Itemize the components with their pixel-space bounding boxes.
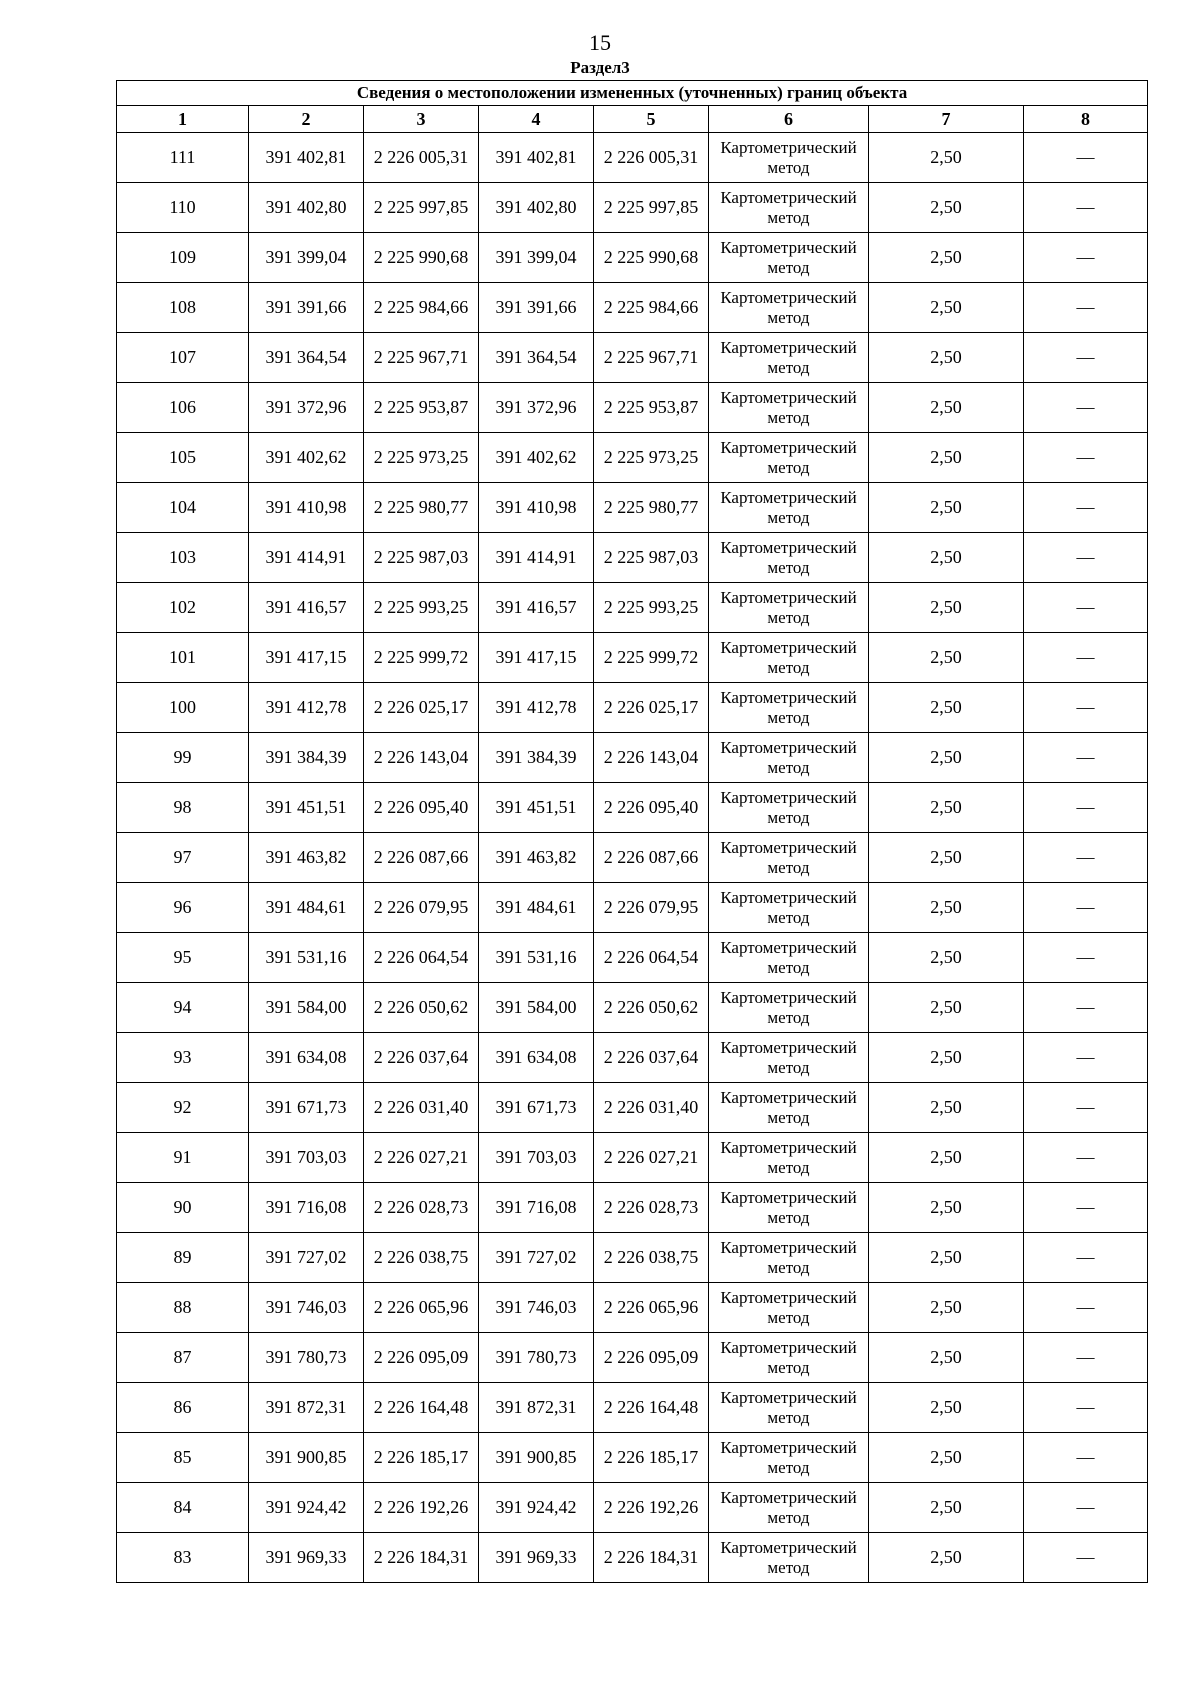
method-cell: Картометрический метод — [709, 1233, 869, 1283]
method-cell: Картометрический метод — [709, 1133, 869, 1183]
accuracy-cell: 2,50 — [869, 233, 1024, 283]
table-row — [117, 1533, 1148, 1583]
y-old-cell: 2 226 164,48 — [364, 1383, 479, 1433]
y-old-cell: 2 226 005,31 — [364, 133, 479, 183]
method-cell: Картометрический метод — [709, 783, 869, 833]
note-cell: — — [1024, 283, 1148, 333]
point-number-cell: 111 — [117, 133, 249, 183]
x-old-cell: 391 900,85 — [249, 1433, 364, 1483]
table-row — [117, 1333, 1148, 1383]
x-old-cell: 391 746,03 — [249, 1283, 364, 1333]
x-new-cell: 391 372,96 — [479, 383, 594, 433]
y-new-cell: 2 226 065,96 — [594, 1283, 709, 1333]
accuracy-cell: 2,50 — [869, 983, 1024, 1033]
point-number-cell: 99 — [117, 733, 249, 783]
note-cell: — — [1024, 1383, 1148, 1433]
x-old-cell: 391 384,39 — [249, 733, 364, 783]
column-header: 3 — [364, 106, 479, 133]
note-cell: — — [1024, 133, 1148, 183]
y-old-cell: 2 226 031,40 — [364, 1083, 479, 1133]
point-number-cell: 93 — [117, 1033, 249, 1083]
x-new-cell: 391 410,98 — [479, 483, 594, 533]
y-new-cell: 2 226 185,17 — [594, 1433, 709, 1483]
point-number-cell: 110 — [117, 183, 249, 233]
accuracy-cell: 2,50 — [869, 1383, 1024, 1433]
note-cell: — — [1024, 633, 1148, 683]
y-new-cell: 2 226 095,09 — [594, 1333, 709, 1383]
y-old-cell: 2 225 997,85 — [364, 183, 479, 233]
note-cell: — — [1024, 233, 1148, 283]
boundary-coordinates-table — [116, 80, 1148, 1583]
y-old-cell: 2 226 027,21 — [364, 1133, 479, 1183]
x-old-cell: 391 872,31 — [249, 1383, 364, 1433]
table-row — [117, 1383, 1148, 1433]
table-row — [117, 733, 1148, 783]
note-cell: — — [1024, 583, 1148, 633]
point-number-cell: 96 — [117, 883, 249, 933]
table-row — [117, 983, 1148, 1033]
x-new-cell: 391 399,04 — [479, 233, 594, 283]
point-number-cell: 104 — [117, 483, 249, 533]
table-caption: Сведения о местоположении измененных (уточненных) границ объекта — [117, 81, 1148, 106]
table-row — [117, 783, 1148, 833]
y-old-cell: 2 226 184,31 — [364, 1533, 479, 1583]
x-old-cell: 391 716,08 — [249, 1183, 364, 1233]
y-old-cell: 2 226 185,17 — [364, 1433, 479, 1483]
point-number-cell: 101 — [117, 633, 249, 683]
table-row — [117, 233, 1148, 283]
y-new-cell: 2 226 184,31 — [594, 1533, 709, 1583]
point-number-cell: 106 — [117, 383, 249, 433]
accuracy-cell: 2,50 — [869, 1433, 1024, 1483]
table-caption-row — [117, 81, 1148, 106]
x-new-cell: 391 402,62 — [479, 433, 594, 483]
note-cell: — — [1024, 1283, 1148, 1333]
method-cell: Картометрический метод — [709, 1433, 869, 1483]
point-number-cell: 107 — [117, 333, 249, 383]
y-old-cell: 2 226 192,26 — [364, 1483, 479, 1533]
y-old-cell: 2 225 987,03 — [364, 533, 479, 583]
y-new-cell: 2 226 079,95 — [594, 883, 709, 933]
note-cell: — — [1024, 883, 1148, 933]
y-new-cell: 2 226 027,21 — [594, 1133, 709, 1183]
note-cell: — — [1024, 1183, 1148, 1233]
accuracy-cell: 2,50 — [869, 333, 1024, 383]
note-cell: — — [1024, 383, 1148, 433]
y-old-cell: 2 225 999,72 — [364, 633, 479, 683]
x-old-cell: 391 399,04 — [249, 233, 364, 283]
point-number-cell: 95 — [117, 933, 249, 983]
method-cell: Картометрический метод — [709, 733, 869, 783]
x-new-cell: 391 969,33 — [479, 1533, 594, 1583]
note-cell: — — [1024, 983, 1148, 1033]
y-old-cell: 2 226 025,17 — [364, 683, 479, 733]
method-cell: Картометрический метод — [709, 1483, 869, 1533]
accuracy-cell: 2,50 — [869, 533, 1024, 583]
note-cell: — — [1024, 833, 1148, 883]
method-cell: Картометрический метод — [709, 433, 869, 483]
table-row — [117, 583, 1148, 633]
x-new-cell: 391 414,91 — [479, 533, 594, 583]
accuracy-cell: 2,50 — [869, 133, 1024, 183]
method-cell: Картометрический метод — [709, 483, 869, 533]
method-cell: Картометрический метод — [709, 833, 869, 883]
y-new-cell: 2 225 980,77 — [594, 483, 709, 533]
point-number-cell: 89 — [117, 1233, 249, 1283]
column-header: 4 — [479, 106, 594, 133]
y-new-cell: 2 226 164,48 — [594, 1383, 709, 1433]
y-old-cell: 2 225 973,25 — [364, 433, 479, 483]
accuracy-cell: 2,50 — [869, 1333, 1024, 1383]
y-old-cell: 2 225 990,68 — [364, 233, 479, 283]
note-cell: — — [1024, 1233, 1148, 1283]
y-new-cell: 2 226 028,73 — [594, 1183, 709, 1233]
table-row — [117, 283, 1148, 333]
method-cell: Картометрический метод — [709, 383, 869, 433]
y-old-cell: 2 226 028,73 — [364, 1183, 479, 1233]
accuracy-cell: 2,50 — [869, 633, 1024, 683]
y-new-cell: 2 226 143,04 — [594, 733, 709, 783]
y-new-cell: 2 225 993,25 — [594, 583, 709, 633]
accuracy-cell: 2,50 — [869, 833, 1024, 883]
y-old-cell: 2 226 143,04 — [364, 733, 479, 783]
y-old-cell: 2 225 980,77 — [364, 483, 479, 533]
note-cell: — — [1024, 1033, 1148, 1083]
accuracy-cell: 2,50 — [869, 933, 1024, 983]
x-old-cell: 391 417,15 — [249, 633, 364, 683]
method-cell: Картометрический метод — [709, 183, 869, 233]
point-number-cell: 87 — [117, 1333, 249, 1383]
y-old-cell: 2 226 064,54 — [364, 933, 479, 983]
note-cell: — — [1024, 1433, 1148, 1483]
x-old-cell: 391 451,51 — [249, 783, 364, 833]
point-number-cell: 103 — [117, 533, 249, 583]
y-new-cell: 2 226 025,17 — [594, 683, 709, 733]
method-cell: Картометрический метод — [709, 1333, 869, 1383]
accuracy-cell: 2,50 — [869, 1183, 1024, 1233]
y-old-cell: 2 226 095,09 — [364, 1333, 479, 1383]
table-row — [117, 933, 1148, 983]
note-cell: — — [1024, 683, 1148, 733]
x-new-cell: 391 412,78 — [479, 683, 594, 733]
y-old-cell: 2 226 095,40 — [364, 783, 479, 833]
y-new-cell: 2 225 984,66 — [594, 283, 709, 333]
y-old-cell: 2 226 038,75 — [364, 1233, 479, 1283]
note-cell: — — [1024, 1083, 1148, 1133]
accuracy-cell: 2,50 — [869, 1083, 1024, 1133]
note-cell: — — [1024, 333, 1148, 383]
section-label: Раздел3 — [570, 58, 630, 77]
note-cell: — — [1024, 183, 1148, 233]
accuracy-cell: 2,50 — [869, 283, 1024, 333]
x-old-cell: 391 402,80 — [249, 183, 364, 233]
method-cell: Картометрический метод — [709, 233, 869, 283]
table-row — [117, 1433, 1148, 1483]
y-old-cell: 2 226 037,64 — [364, 1033, 479, 1083]
point-number-cell: 83 — [117, 1533, 249, 1583]
y-new-cell: 2 225 973,25 — [594, 433, 709, 483]
method-cell: Картометрический метод — [709, 283, 869, 333]
method-cell: Картометрический метод — [709, 1033, 869, 1083]
y-old-cell: 2 226 079,95 — [364, 883, 479, 933]
accuracy-cell: 2,50 — [869, 1133, 1024, 1183]
point-number-cell: 105 — [117, 433, 249, 483]
table-body — [117, 133, 1148, 1583]
x-new-cell: 391 451,51 — [479, 783, 594, 833]
y-old-cell: 2 225 967,71 — [364, 333, 479, 383]
x-new-cell: 391 872,31 — [479, 1383, 594, 1433]
point-number-cell: 84 — [117, 1483, 249, 1533]
x-new-cell: 391 364,54 — [479, 333, 594, 383]
y-new-cell: 2 226 095,40 — [594, 783, 709, 833]
method-cell: Картометрический метод — [709, 683, 869, 733]
y-new-cell: 2 225 967,71 — [594, 333, 709, 383]
y-new-cell: 2 226 050,62 — [594, 983, 709, 1033]
x-old-cell: 391 463,82 — [249, 833, 364, 883]
method-cell: Картометрический метод — [709, 133, 869, 183]
y-old-cell: 2 225 993,25 — [364, 583, 479, 633]
y-new-cell: 2 226 038,75 — [594, 1233, 709, 1283]
table-row — [117, 683, 1148, 733]
y-new-cell: 2 225 997,85 — [594, 183, 709, 233]
accuracy-cell: 2,50 — [869, 183, 1024, 233]
x-new-cell: 391 727,02 — [479, 1233, 594, 1283]
column-header: 8 — [1024, 106, 1148, 133]
point-number-cell: 90 — [117, 1183, 249, 1233]
x-new-cell: 391 634,08 — [479, 1033, 594, 1083]
column-header: 1 — [117, 106, 249, 133]
accuracy-cell: 2,50 — [869, 883, 1024, 933]
x-old-cell: 391 410,98 — [249, 483, 364, 533]
note-cell: — — [1024, 1133, 1148, 1183]
x-new-cell: 391 900,85 — [479, 1433, 594, 1483]
x-new-cell: 391 924,42 — [479, 1483, 594, 1533]
method-cell: Картометрический метод — [709, 633, 869, 683]
x-new-cell: 391 484,61 — [479, 883, 594, 933]
note-cell: — — [1024, 933, 1148, 983]
accuracy-cell: 2,50 — [869, 1233, 1024, 1283]
y-new-cell: 2 226 087,66 — [594, 833, 709, 883]
x-old-cell: 391 703,03 — [249, 1133, 364, 1183]
point-number-cell: 109 — [117, 233, 249, 283]
accuracy-cell: 2,50 — [869, 1483, 1024, 1533]
point-number-cell: 97 — [117, 833, 249, 883]
table-row — [117, 1033, 1148, 1083]
point-number-cell: 91 — [117, 1133, 249, 1183]
note-cell: — — [1024, 433, 1148, 483]
method-cell: Картометрический метод — [709, 883, 869, 933]
y-old-cell: 2 226 087,66 — [364, 833, 479, 883]
method-cell: Картометрический метод — [709, 983, 869, 1033]
table-row — [117, 1483, 1148, 1533]
point-number-cell: 100 — [117, 683, 249, 733]
note-cell: — — [1024, 1333, 1148, 1383]
x-new-cell: 391 703,03 — [479, 1133, 594, 1183]
table-header-row — [117, 106, 1148, 133]
y-new-cell: 2 225 953,87 — [594, 383, 709, 433]
note-cell: — — [1024, 1483, 1148, 1533]
x-new-cell: 391 531,16 — [479, 933, 594, 983]
x-new-cell: 391 780,73 — [479, 1333, 594, 1383]
column-header: 2 — [249, 106, 364, 133]
point-number-cell: 102 — [117, 583, 249, 633]
method-cell: Картометрический метод — [709, 1183, 869, 1233]
table-row — [117, 483, 1148, 533]
x-old-cell: 391 372,96 — [249, 383, 364, 433]
point-number-cell: 88 — [117, 1283, 249, 1333]
x-old-cell: 391 416,57 — [249, 583, 364, 633]
x-new-cell: 391 746,03 — [479, 1283, 594, 1333]
accuracy-cell: 2,50 — [869, 433, 1024, 483]
y-new-cell: 2 226 037,64 — [594, 1033, 709, 1083]
table-row — [117, 833, 1148, 883]
table-row — [117, 133, 1148, 183]
y-new-cell: 2 225 987,03 — [594, 533, 709, 583]
x-old-cell: 391 412,78 — [249, 683, 364, 733]
point-number-cell: 86 — [117, 1383, 249, 1433]
x-new-cell: 391 671,73 — [479, 1083, 594, 1133]
y-new-cell: 2 225 990,68 — [594, 233, 709, 283]
y-old-cell: 2 225 984,66 — [364, 283, 479, 333]
x-old-cell: 391 634,08 — [249, 1033, 364, 1083]
point-number-cell: 92 — [117, 1083, 249, 1133]
x-old-cell: 391 924,42 — [249, 1483, 364, 1533]
table-row — [117, 1233, 1148, 1283]
table-row — [117, 1133, 1148, 1183]
x-new-cell: 391 391,66 — [479, 283, 594, 333]
note-cell: — — [1024, 733, 1148, 783]
accuracy-cell: 2,50 — [869, 383, 1024, 433]
accuracy-cell: 2,50 — [869, 1533, 1024, 1583]
x-new-cell: 391 402,81 — [479, 133, 594, 183]
accuracy-cell: 2,50 — [869, 1033, 1024, 1083]
point-number-cell: 108 — [117, 283, 249, 333]
table-row — [117, 633, 1148, 683]
note-cell: — — [1024, 483, 1148, 533]
x-old-cell: 391 780,73 — [249, 1333, 364, 1383]
table-row — [117, 183, 1148, 233]
table-row — [117, 433, 1148, 483]
y-new-cell: 2 225 999,72 — [594, 633, 709, 683]
accuracy-cell: 2,50 — [869, 583, 1024, 633]
y-old-cell: 2 225 953,87 — [364, 383, 479, 433]
x-new-cell: 391 402,80 — [479, 183, 594, 233]
note-cell: — — [1024, 1533, 1148, 1583]
x-old-cell: 391 364,54 — [249, 333, 364, 383]
table-row — [117, 883, 1148, 933]
x-old-cell: 391 414,91 — [249, 533, 364, 583]
x-new-cell: 391 384,39 — [479, 733, 594, 783]
accuracy-cell: 2,50 — [869, 733, 1024, 783]
point-number-cell: 85 — [117, 1433, 249, 1483]
page-number: 15 — [589, 30, 611, 55]
column-header: 5 — [594, 106, 709, 133]
x-new-cell: 391 416,57 — [479, 583, 594, 633]
x-old-cell: 391 402,62 — [249, 433, 364, 483]
table-row — [117, 383, 1148, 433]
table-row — [117, 333, 1148, 383]
column-header: 6 — [709, 106, 869, 133]
x-old-cell: 391 969,33 — [249, 1533, 364, 1583]
x-new-cell: 391 463,82 — [479, 833, 594, 883]
table-row — [117, 533, 1148, 583]
x-old-cell: 391 484,61 — [249, 883, 364, 933]
column-header: 7 — [869, 106, 1024, 133]
table-row — [117, 1183, 1148, 1233]
y-new-cell: 2 226 005,31 — [594, 133, 709, 183]
y-new-cell: 2 226 192,26 — [594, 1483, 709, 1533]
method-cell: Картометрический метод — [709, 1533, 869, 1583]
method-cell: Картометрический метод — [709, 583, 869, 633]
y-old-cell: 2 226 065,96 — [364, 1283, 479, 1333]
y-old-cell: 2 226 050,62 — [364, 983, 479, 1033]
x-old-cell: 391 391,66 — [249, 283, 364, 333]
point-number-cell: 98 — [117, 783, 249, 833]
x-old-cell: 391 727,02 — [249, 1233, 364, 1283]
table-row — [117, 1283, 1148, 1333]
x-old-cell: 391 584,00 — [249, 983, 364, 1033]
x-new-cell: 391 417,15 — [479, 633, 594, 683]
x-old-cell: 391 531,16 — [249, 933, 364, 983]
x-new-cell: 391 716,08 — [479, 1183, 594, 1233]
y-new-cell: 2 226 064,54 — [594, 933, 709, 983]
y-new-cell: 2 226 031,40 — [594, 1083, 709, 1133]
accuracy-cell: 2,50 — [869, 783, 1024, 833]
note-cell: — — [1024, 783, 1148, 833]
accuracy-cell: 2,50 — [869, 1283, 1024, 1333]
method-cell: Картометрический метод — [709, 1383, 869, 1433]
table-row — [117, 1083, 1148, 1133]
method-cell: Картометрический метод — [709, 1283, 869, 1333]
method-cell: Картометрический метод — [709, 933, 869, 983]
accuracy-cell: 2,50 — [869, 483, 1024, 533]
note-cell: — — [1024, 533, 1148, 583]
method-cell: Картометрический метод — [709, 533, 869, 583]
x-old-cell: 391 402,81 — [249, 133, 364, 183]
method-cell: Картометрический метод — [709, 1083, 869, 1133]
point-number-cell: 94 — [117, 983, 249, 1033]
x-old-cell: 391 671,73 — [249, 1083, 364, 1133]
x-new-cell: 391 584,00 — [479, 983, 594, 1033]
accuracy-cell: 2,50 — [869, 683, 1024, 733]
method-cell: Картометрический метод — [709, 333, 869, 383]
